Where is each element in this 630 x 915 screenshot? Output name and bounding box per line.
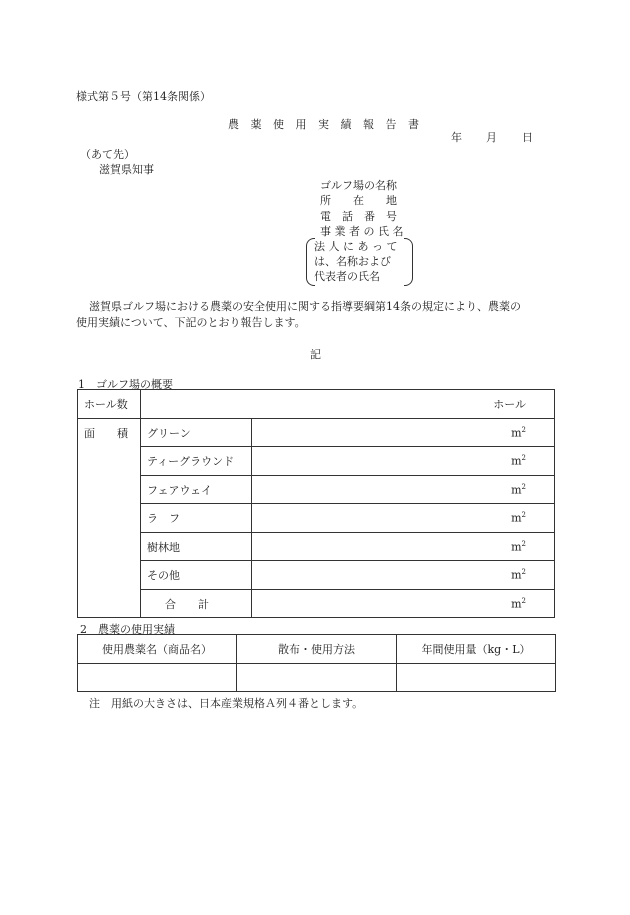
corporation-line-1: 法 人 に あ っ て bbox=[314, 240, 398, 253]
area-label: 面 積 bbox=[78, 419, 141, 618]
area-row-rough bbox=[78, 504, 555, 533]
area-unit: m bbox=[511, 540, 522, 554]
area-unit-sup: 2 bbox=[521, 539, 526, 548]
area-row-green bbox=[78, 419, 555, 447]
area-row-tee bbox=[78, 447, 555, 476]
column-header-pesticide-name: 使用農薬名（商品名） bbox=[78, 635, 237, 664]
area-unit: m bbox=[511, 426, 522, 440]
date-month-label: 月 bbox=[486, 131, 497, 144]
column-header-annual-amount: 年間使用量（kg・L） bbox=[397, 635, 556, 664]
area-total-label: 合 計 bbox=[141, 590, 252, 618]
section2-heading: 2 農薬の使用実績 bbox=[80, 623, 175, 636]
column-header-method: 散布・使用方法 bbox=[237, 635, 397, 664]
phone-label: 電 話 番 号 bbox=[320, 210, 397, 223]
area-unit-cell bbox=[252, 590, 555, 618]
area-unit-cell bbox=[252, 476, 555, 504]
date-year-label: 年 bbox=[451, 131, 462, 144]
area-unit-sup: 2 bbox=[521, 454, 526, 463]
area-unit-sup: 2 bbox=[521, 596, 526, 605]
holes-label: ホール数 bbox=[78, 390, 141, 419]
area-unit: m bbox=[511, 597, 522, 611]
area-unit-sup: 2 bbox=[521, 568, 526, 577]
area-unit-cell bbox=[252, 504, 555, 533]
corporation-line-3: 代表者の氏名 bbox=[314, 270, 380, 283]
right-bracket bbox=[404, 238, 413, 286]
holes-row bbox=[78, 390, 555, 419]
usage-header-row bbox=[78, 635, 556, 664]
location-label: 所 在 地 bbox=[320, 194, 397, 207]
area-unit: m bbox=[511, 454, 522, 468]
area-item-label: 樹林地 bbox=[141, 533, 252, 561]
area-unit: m bbox=[511, 511, 522, 525]
area-unit: m bbox=[511, 483, 522, 497]
annual-amount-cell[interactable] bbox=[397, 664, 556, 692]
addressee-name: 滋賀県知事 bbox=[99, 163, 154, 176]
area-row-other bbox=[78, 561, 555, 590]
addressee-prefix: （あて先） bbox=[80, 148, 135, 161]
area-row-total bbox=[78, 590, 555, 618]
area-unit-cell bbox=[252, 533, 555, 561]
pesticide-usage-table bbox=[77, 634, 556, 692]
usage-entry-row bbox=[78, 664, 556, 692]
corporation-line-2: は、名称および bbox=[314, 255, 391, 268]
body-text-line-1: 滋賀県ゴルフ場における農薬の安全使用に関する指導要綱第14条の規定により、農薬の bbox=[89, 300, 521, 313]
area-unit-cell bbox=[252, 419, 555, 447]
form-number: 様式第５号（第14条関係） bbox=[76, 90, 211, 103]
golf-course-overview-table bbox=[77, 389, 555, 618]
holes-unit: ホール bbox=[141, 390, 555, 419]
area-item-label: フェアウェイ bbox=[141, 476, 252, 504]
body-text-line-2: 使用実績について、下記のとおり報告します。 bbox=[76, 316, 306, 329]
area-unit-sup: 2 bbox=[521, 511, 526, 520]
area-row-fairway bbox=[78, 476, 555, 504]
golf-course-name-label: ゴルフ場の名称 bbox=[320, 179, 397, 192]
ki-heading: 記 bbox=[310, 348, 321, 361]
area-item-label: ティーグラウンド bbox=[141, 447, 252, 476]
section1-heading: 1 ゴルフ場の概要 bbox=[78, 378, 173, 391]
date-day-label: 日 bbox=[522, 131, 533, 144]
area-item-label: その他 bbox=[141, 561, 252, 590]
area-unit: m bbox=[511, 568, 522, 582]
operator-name-label: 事 業 者 の 氏 名 bbox=[320, 225, 404, 238]
pesticide-name-cell[interactable] bbox=[78, 664, 237, 692]
area-unit-sup: 2 bbox=[521, 425, 526, 434]
area-unit-sup: 2 bbox=[521, 482, 526, 491]
area-unit-cell bbox=[252, 561, 555, 590]
area-row-woodland bbox=[78, 533, 555, 561]
method-cell[interactable] bbox=[237, 664, 397, 692]
area-item-label: ラ フ bbox=[141, 504, 252, 533]
area-unit-cell bbox=[252, 447, 555, 476]
document-title: 農 薬 使 用 実 績 報 告 書 bbox=[228, 118, 423, 131]
area-item-label: グリーン bbox=[141, 419, 252, 447]
footnote: 注 用紙の大きさは、日本産業規格Ａ列４番とします。 bbox=[89, 697, 364, 710]
